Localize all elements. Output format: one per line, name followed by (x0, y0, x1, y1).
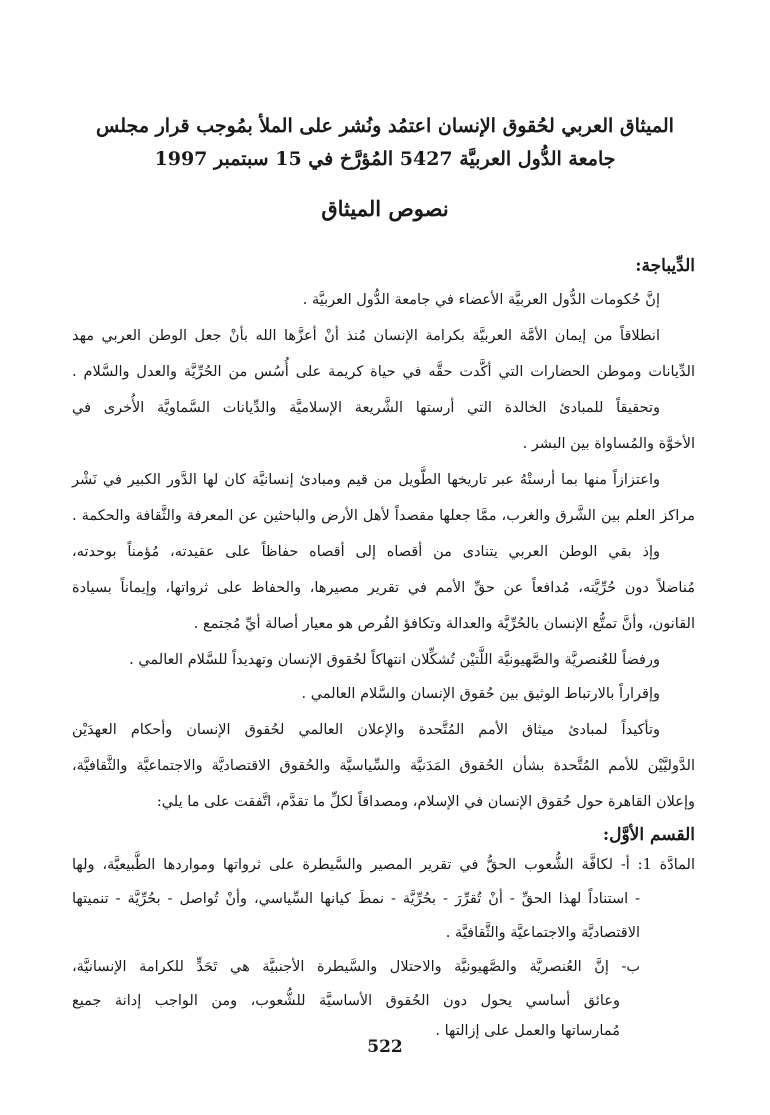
preamble-line-6: واعتزازاً منها بما أرستْهُ عبر تاريخها الطَّويل من قيم ومبادئ إنسانيَّة كان لها الدَّور الكبير في نَشْر (72, 472, 660, 488)
preamble-line-2: انطلاقاً من إيمان الأمَّة العربيَّة بكرامة الإنسان مُنذ أنْ أعزَّها الله بأنْ جعل الوطن العربي مهد (72, 328, 660, 344)
title-line-2: جامعة الدُّول العربيَّة 5427 المُؤرَّخ في 15 سبتمبر 1997 (154, 148, 616, 170)
preamble-line-12: وإقراراً بالارتباط الوثيق بين حُقوق الإنسان والسَّلام العالمي . (301, 686, 660, 702)
preamble-line-13: وتأكيداً لمبادئ ميثاق الأمم المُتَّحدة والإعلان العالمي لحُقوق الإنسان وأحكام العهدَيْن (72, 722, 660, 738)
preamble-line-8: وإذ بقي الوطن العربي يتنادى من أقصاه إلى أقصاه حفاظاً على عقيدته، مُؤمناً بوحدته، (72, 544, 660, 560)
preamble-heading: الدِّيباجة: (635, 256, 695, 276)
article-1-line-1: المادَّة 1: أ- لكافَّة الشُّعوب الحقُّ في تقرير المصير والسَّيطرة على ثرواتها ومواردها الطَّبيعيَّة، ولها (72, 857, 695, 873)
charter-texts-heading: نصوص الميثاق (321, 196, 449, 221)
preamble-line-1: إنَّ حُكومات الدُّول العربيَّة الأعضاء في جامعة الدُّول العربيَّة . (302, 292, 660, 308)
title-line-1: الميثاق العربي لحُقوق الإنسان اعتمُد ونُشر على الملأ بمُوجب قرار مجلس (96, 115, 674, 137)
preamble-line-15: وإعلان القاهرة حول حُقوق الإنسان في الإسلام، ومصداقاً لكلِّ ما تقدَّم، اتَّفقت على ما يلي: (156, 794, 695, 810)
document-title (40, 110, 730, 176)
preamble-line-11: ورفضاً للعُنصريَّة والصَّهيونيَّة اللَّتيْن تُشكِّلان انتهاكاً لحُقوق الإنسان وتهديداً للسَّلام العالمي . (129, 652, 660, 668)
preamble-line-5: الأخوَّة والمُساواة بين البشر . (522, 436, 695, 452)
preamble-line-14: الدَّوليَّيْن للأمم المُتَّحدة بشأن الحُقوق المَدَنيَّة والسِّياسيَّة والحُقوق الاقتصاديَّة والاجتماعيَّة والثَّقافيَّة، (72, 758, 695, 774)
preamble-line-4: وتحقيقاً للمبادئ الخالدة التي أرستها الشَّريعة الإسلاميَّة والدِّيانات السَّماويَّة الأُخرى في (72, 400, 660, 416)
article-1-line-2: - استناداً لهذا الحقِّ - أنْ تُقرِّرَ - بحُرِّيَّة - نمطَ كيانها السِّياسي، وأنْ تُواصل - بحُرِّيَّة - تنميتها (72, 891, 640, 907)
article-1-line-4: ب- إنَّ العُنصريَّة والصَّهيونيَّة والاحتلال والسَّيطرة الأجنبيَّة هي تَحَدٍّ للكرامة الإنسانيَّة، (72, 959, 640, 975)
article-1-line-6: مُمارساتها والعمل على إزالتها . (435, 1023, 620, 1039)
section-1-heading: القسم الأوَّل: (602, 825, 695, 845)
article-1-line-3: الاقتصاديَّة والاجتماعيَّة والثَّقافيَّة . (445, 925, 640, 941)
page-number: 522 (367, 1037, 403, 1057)
preamble-line-9: مُناضلاً دون حُرِّيَّته، مُدافعاً عن حقِّ الأمم في تقرير مصيرها، والحفاظ على ثرواتها، وإيماناً بسيادة (72, 580, 695, 596)
preamble-line-3: الدِّيانات وموطن الحضارات التي أكَّدت حقَّه في حياة كريمة على أُسُس من الحُرِّيَّة والعدل والسَّلام . (72, 364, 695, 380)
preamble-line-10: القانون، وأنَّ تمتُّع الإنسان بالحُرِّيَّة والعدالة وتكافؤ الفُرص هو معيار أصالة أيِّ مُجتمع . (193, 616, 695, 632)
article-1-line-5: وعائق أساسي يحول دون الحُقوق الأساسيَّة للشُّعوب، ومن الواجب إدانة جميع (72, 993, 620, 1009)
preamble-line-7: مراكز العلم بين الشَّرق والغرب، ممَّا جعلها مقصداً لأهل الأرض والباحثين عن المعرفة والثَّقافة والحكمة . (72, 508, 695, 524)
